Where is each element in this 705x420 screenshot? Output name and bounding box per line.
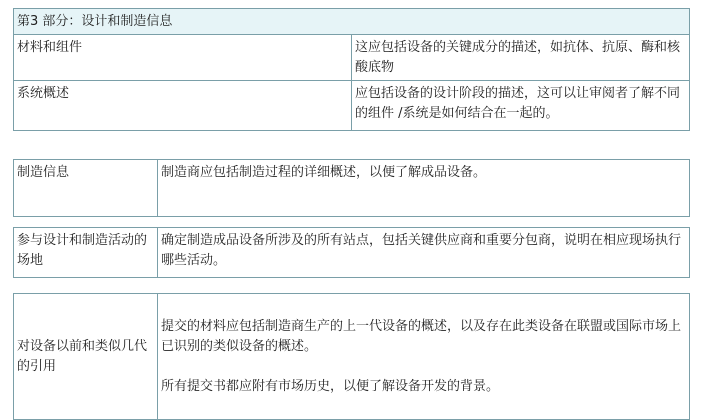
row-desc-manufacturing-info: 制造商应包括制造过程的详细概述，以便了解成品设备。 xyxy=(158,160,690,217)
row-label-system-overview: 系统概述 xyxy=(14,81,352,131)
table-row xyxy=(14,228,690,278)
row-label-sites: 参与设计和制造活动的场地 xyxy=(14,228,158,278)
row-desc-previous-generations xyxy=(158,294,690,420)
row-desc-system-overview: 应包括设备的设计阶段的描述，这可以让审阅者了解不同的组件 /系统是如何结合在一起的。 xyxy=(352,81,690,131)
row-label-manufacturing-info: 制造信息 xyxy=(14,160,158,217)
manufacturing-info-table xyxy=(13,159,690,217)
design-manufacturing-table xyxy=(13,8,690,131)
row-label-previous-generations: 对设备以前和类似几代的引用 xyxy=(14,294,158,420)
table-row xyxy=(14,294,690,420)
table-row xyxy=(14,35,690,81)
row-desc-sites: 确定制造成品设备所涉及的所有站点，包括关键供应商和重要分包商，说明在相应现场执行哪些活动。 xyxy=(158,228,690,278)
table-row xyxy=(14,81,690,131)
desc-paragraph-1: 提交的材料应包括制造商生产的上一代设备的概述，以及存在此类设备在联盟或国际市场上已识别的类似设备的概述。 xyxy=(161,319,682,354)
previous-generations-table xyxy=(13,293,690,420)
sites-table xyxy=(13,227,690,278)
row-label-materials: 材料和组件 xyxy=(14,35,352,81)
row-desc-materials: 这应包括设备的关键成分的描述，如抗体、抗原、酶和核酸底物 xyxy=(352,35,690,81)
section-header-row xyxy=(14,9,690,35)
section-title: 第3 部分：设计和制造信息 xyxy=(14,9,690,35)
table-row xyxy=(14,160,690,217)
desc-paragraph-2: 所有提交书都应附有市场历史，以便了解设备开发的背景。 xyxy=(161,379,500,394)
